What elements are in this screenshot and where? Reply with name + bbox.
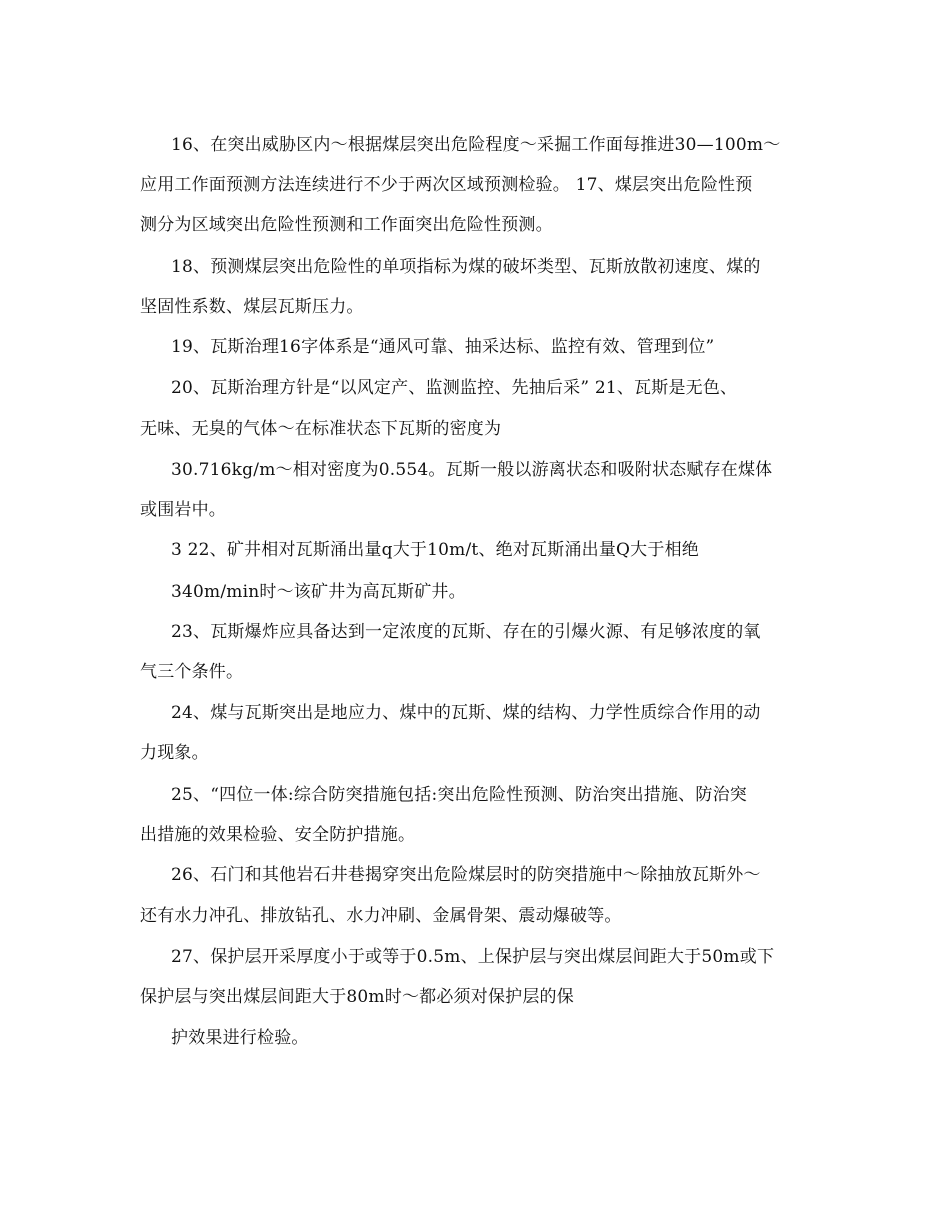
text-line: 27、保护层开采厚度小于或等于0.5m、上保护层与突出煤层间距大于50m或下 [171, 947, 775, 967]
text-line: 24、煤与瓦斯突出是地应力、煤中的瓦斯、煤的结构、力学性质综合作用的动 [171, 703, 761, 723]
text-line: 340m/min时～该矿井为高瓦斯矿井。 [171, 582, 466, 602]
text-line: 应用工作面预测方法连续进行不少于两次区域预测检验。 17、煤层突出危险性预 [140, 175, 753, 195]
text-line: 力现象。 [140, 743, 209, 763]
text-line: 30.716kg/m～相对密度为0.554。瓦斯一般以游离状态和吸附状态赋存在煤体 [171, 460, 773, 480]
text-line: 护效果进行检验。 [171, 1028, 309, 1048]
text-line: 3 22、矿井相对瓦斯涌出量q大于10m/t、绝对瓦斯涌出量Q大于相绝 [171, 540, 699, 560]
text-line: 测分为区域突出危险性预测和工作面突出危险性预测。 [140, 215, 553, 235]
text-line: 20、瓦斯治理方针是“以风定产、监测监控、先抽后采” 21、瓦斯是无色、 [171, 378, 738, 398]
text-line: 26、石门和其他岩石井巷揭穿突出危险煤层时的防突措施中～除抽放瓦斯外～ [171, 865, 761, 885]
text-line: 出措施的效果检验、安全防护措施。 [140, 825, 416, 845]
text-line: 气三个条件。 [140, 662, 244, 682]
text-line: 保护层与突出煤层间距大于80m时～都必须对保护层的保 [140, 987, 574, 1007]
text-line: 或围岩中。 [140, 500, 226, 520]
text-line: 坚固性系数、煤层瓦斯压力。 [140, 297, 364, 317]
text-line: 18、预测煤层突出危险性的单项指标为煤的破坏类型、瓦斯放散初速度、煤的 [171, 257, 761, 277]
text-line: 25、“四位一体:综合防突措施包括:突出危险性预测、防治突出措施、防治突 [171, 785, 747, 805]
text-line: 19、瓦斯治理16字体系是“通风可靠、抽采达标、监控有效、管理到位” [171, 337, 715, 357]
text-line: 16、在突出威胁区内～根据煤层突出危险程度～采掘工作面每推进30—100m～ [171, 135, 781, 155]
text-line: 23、瓦斯爆炸应具备达到一定浓度的瓦斯、存在的引爆火源、有足够浓度的氧 [171, 622, 761, 642]
text-line: 无味、无臭的气体～在标准状态下瓦斯的密度为 [140, 419, 502, 439]
text-line: 还有水力冲孔、排放钻孔、水力冲刷、金属骨架、震动爆破等。 [140, 906, 622, 926]
